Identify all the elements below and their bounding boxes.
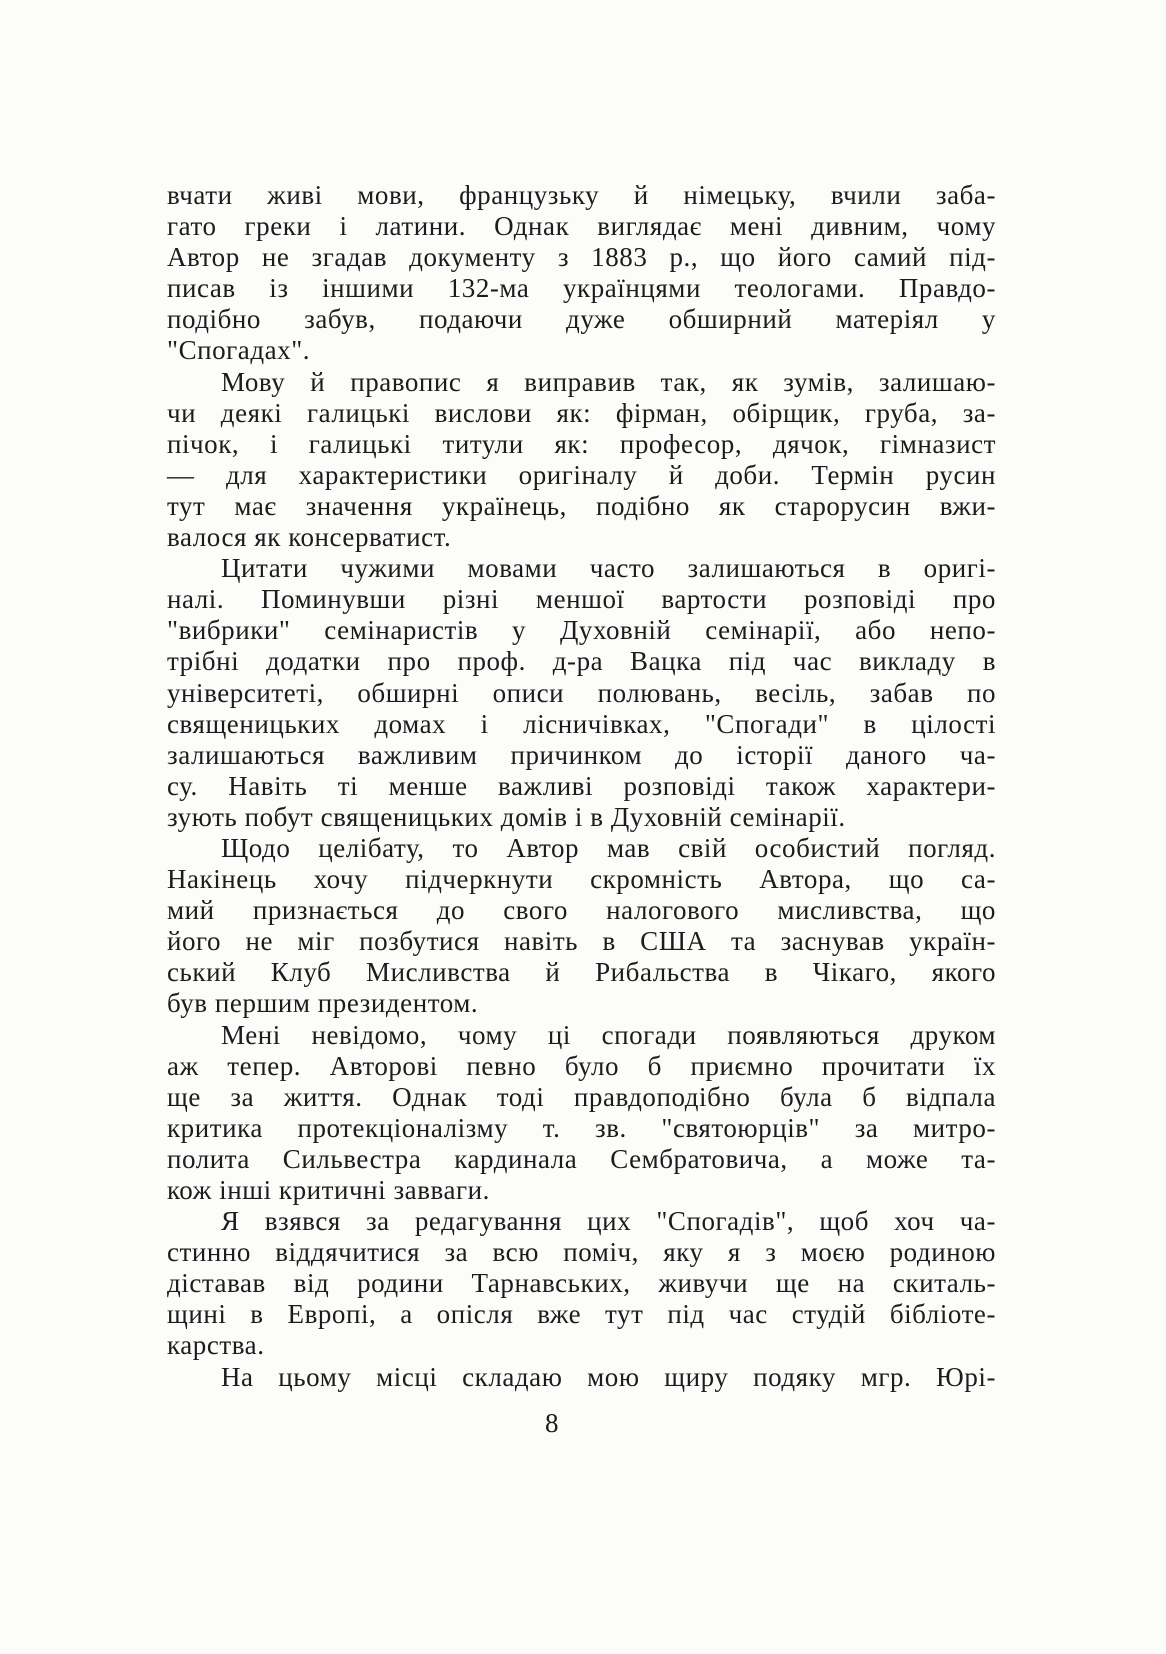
text-line: подібно забув, подаючи дуже обширний матеріял у <box>167 304 996 335</box>
text-line: стинно віддячитися за всю поміч, яку я з моєю родиною <box>167 1237 996 1268</box>
text-line: Щодо целібату, то Автор мав свій особистий погляд. <box>221 832 996 863</box>
text-line: су. Навіть ті менше важливі розповіді також характери- <box>167 770 996 801</box>
text-block <box>167 180 996 1393</box>
text-line: чи деякі галицькі вислови як: фірман, обірщик, груба, за- <box>167 397 996 428</box>
text-line: карства. <box>167 1330 265 1361</box>
text-line: його не міг позбутися навіть в США та заснував україн- <box>167 926 996 957</box>
text-line: Мені невідомо, чому ці спогади появляються друком <box>221 1019 996 1050</box>
text-line: гато греки і латини. Однак виглядає мені дивним, чому <box>167 211 996 242</box>
text-line: ський Клуб Мисливства й Рибальства в Чікаго, якого <box>167 957 996 988</box>
text-line: щині в Европі, а опісля вже тут під час студій бібліоте- <box>167 1299 996 1330</box>
text-line: священицьких домах і лісничівках, "Спогади" в цілості <box>167 708 996 739</box>
text-line: налі. Поминувши різні меншої вартости розповіді про <box>167 584 996 615</box>
paragraph-4 <box>167 833 996 1020</box>
text-line: валося як консерватист. <box>167 522 452 553</box>
text-line: мий признається до свого налогового мисливства, що <box>167 895 996 926</box>
page-number: 8 <box>544 1408 560 1438</box>
text-line: вчати живі мови, французьку й німецьку, вчили заба- <box>167 180 996 210</box>
text-line: "Спогадах". <box>167 335 311 366</box>
paragraph-1 <box>167 180 996 367</box>
paragraph-3 <box>167 553 996 833</box>
paragraph-7 <box>167 1362 996 1393</box>
text-line: писав із іншими 132-ма українцями теологами. Правдо- <box>167 273 996 304</box>
text-line: пічок, і галицькі титули як: професор, дячок, гімназист <box>167 428 996 459</box>
text-line: Автор не згадав документу з 1883 р., що його самий під- <box>167 242 996 273</box>
paragraph-6 <box>167 1206 996 1361</box>
text-line: університеті, обширні описи полювань, весіль, забав по <box>167 677 996 708</box>
text-line: Цитати чужими мовами часто залишаються в оригі- <box>221 553 996 584</box>
text-line: критика протекціоналізму т. зв. "святоюрців" за митро- <box>167 1112 996 1143</box>
text-line: трібні додатки про проф. д-ра Вацка під час викладу в <box>167 646 996 677</box>
text-line: Накінець хочу підчеркнути скромність Автора, що са- <box>167 864 996 895</box>
paragraph-5 <box>167 1020 996 1207</box>
text-line: На цьому місці складаю мою щиру подяку мгр. Юрі- <box>221 1361 996 1392</box>
text-line: був першим президентом. <box>167 988 479 1019</box>
text-line: зують побут священицьких домів і в Духовній семінарії. <box>167 801 846 832</box>
paragraph-2 <box>167 367 996 554</box>
text-line: тут має значення українець, подібно як старорусин вжи- <box>167 490 996 521</box>
text-line: діставав від родини Тарнавських, живучи ще на скиталь- <box>167 1268 996 1299</box>
text-line: полита Сильвестра кардинала Сембратовича, а може та- <box>167 1143 996 1174</box>
text-line: Мову й правопис я виправив так, як зумів, залишаю- <box>221 366 996 397</box>
text-line: ще за життя. Однак тоді правдоподібно була б відпала <box>167 1081 996 1112</box>
text-line: залишаються важливим причинком до історії даного ча- <box>167 739 996 770</box>
text-line: — для характеристики оригіналу й доби. Термін русин <box>167 459 996 490</box>
text-line: аж тепер. Авторові певно було б приємно прочитати їх <box>167 1050 996 1081</box>
text-line: Я взявся за редагування цих "Спогадів", щоб хоч ча- <box>221 1206 996 1237</box>
text-line: "вибрики" семінаристів у Духовній семінарії, або непо- <box>167 615 996 646</box>
text-line: кож інші критичні завваги. <box>167 1175 490 1205</box>
